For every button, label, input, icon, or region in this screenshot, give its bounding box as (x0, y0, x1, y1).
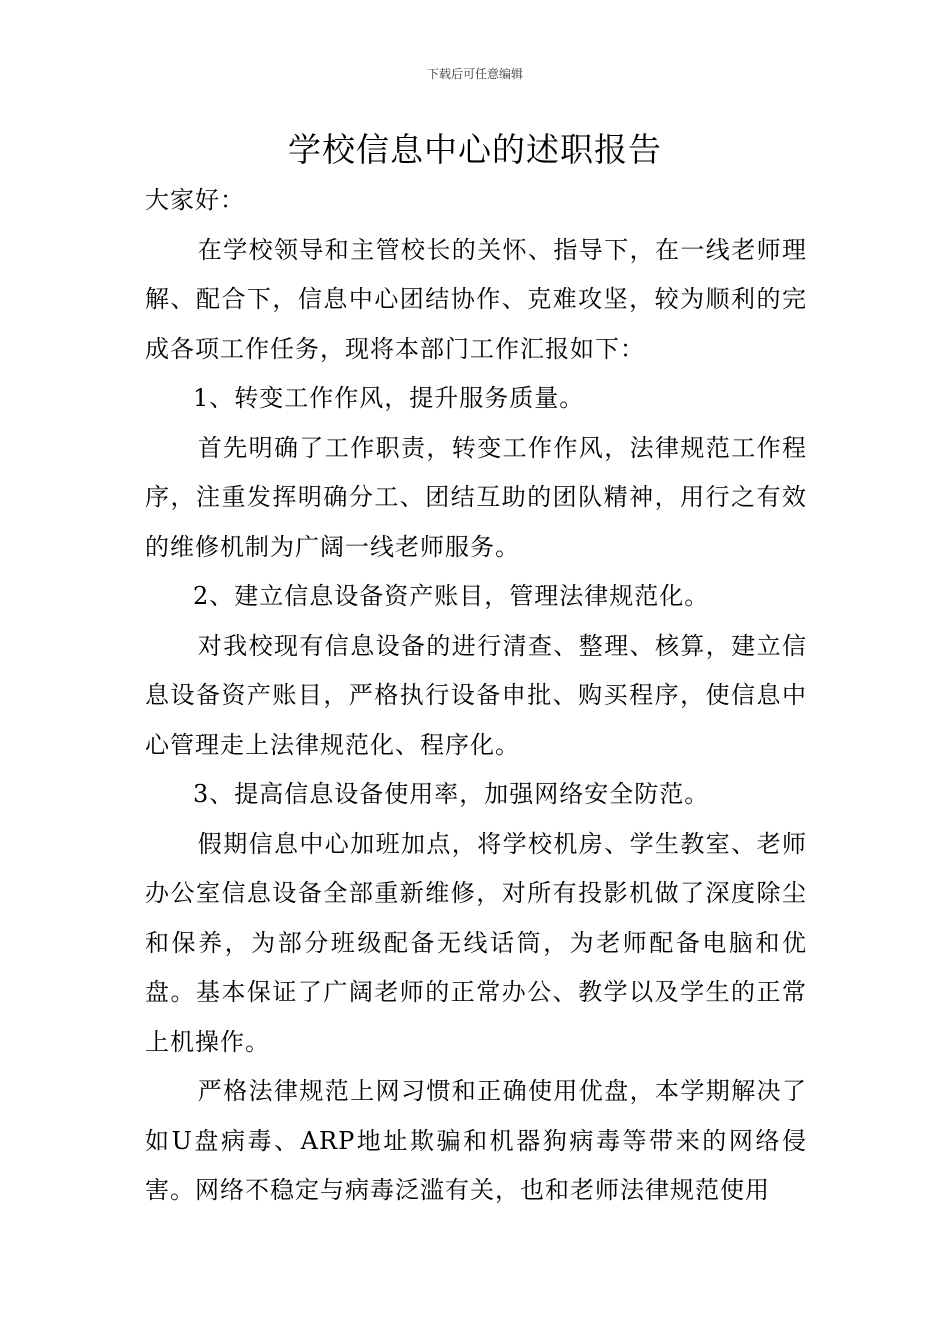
greeting: 大家好： (145, 186, 245, 214)
paragraph-network-security: 严格法律规范上网习惯和正确使用优盘，本学期解决了如U盘病毒、ARP地址欺骗和机器狗病毒等带来的网络侵害。网络不稳定与病毒泛滥有关，也和老师法律规范使用 (145, 1077, 807, 1204)
document-body (145, 176, 807, 1216)
section-heading-2: 2、建立信息设备资产账目，管理法律规范化。 (193, 582, 710, 610)
paragraph-section-1: 首先明确了工作职责，转变工作作风，法律规范工作程序，注重发挥明确分工、团结互助的团队精神，用行之有效的维修机制为广阔一线老师服务。 (145, 433, 807, 561)
paragraph-intro: 在学校领导和主管校长的关怀、指导下，在一线老师理解、配合下，信息中心团结协作、克难攻坚，较为顺利的完成各项工作任务，现将本部门工作汇报如下： (145, 235, 807, 363)
paragraph-section-2: 对我校现有信息设备的进行清查、整理、核算，建立信息设备资产账目，严格执行设备申批、购买程序，使信息中心管理走上法律规范化、程序化。 (145, 631, 807, 759)
paragraph-section-3: 假期信息中心加班加点，将学校机房、学生教室、老师办公室信息设备全部重新维修，对所有投影机做了深度除尘和保养，为部分班级配备无线话筒，为老师配备电脑和优盘。基本保证了广阔老师的正常办公、教学以及学生的正常上机操作。 (145, 829, 807, 1056)
document-title: 学校信息中心的述职报告 (288, 130, 662, 169)
section-heading-1: 1、转变工作作风，提升服务质量。 (193, 384, 585, 412)
header-note: 下载后可任意编辑 (426, 67, 523, 81)
section-heading-3: 3、提高信息设备使用率，加强网络安全防范。 (193, 780, 710, 808)
